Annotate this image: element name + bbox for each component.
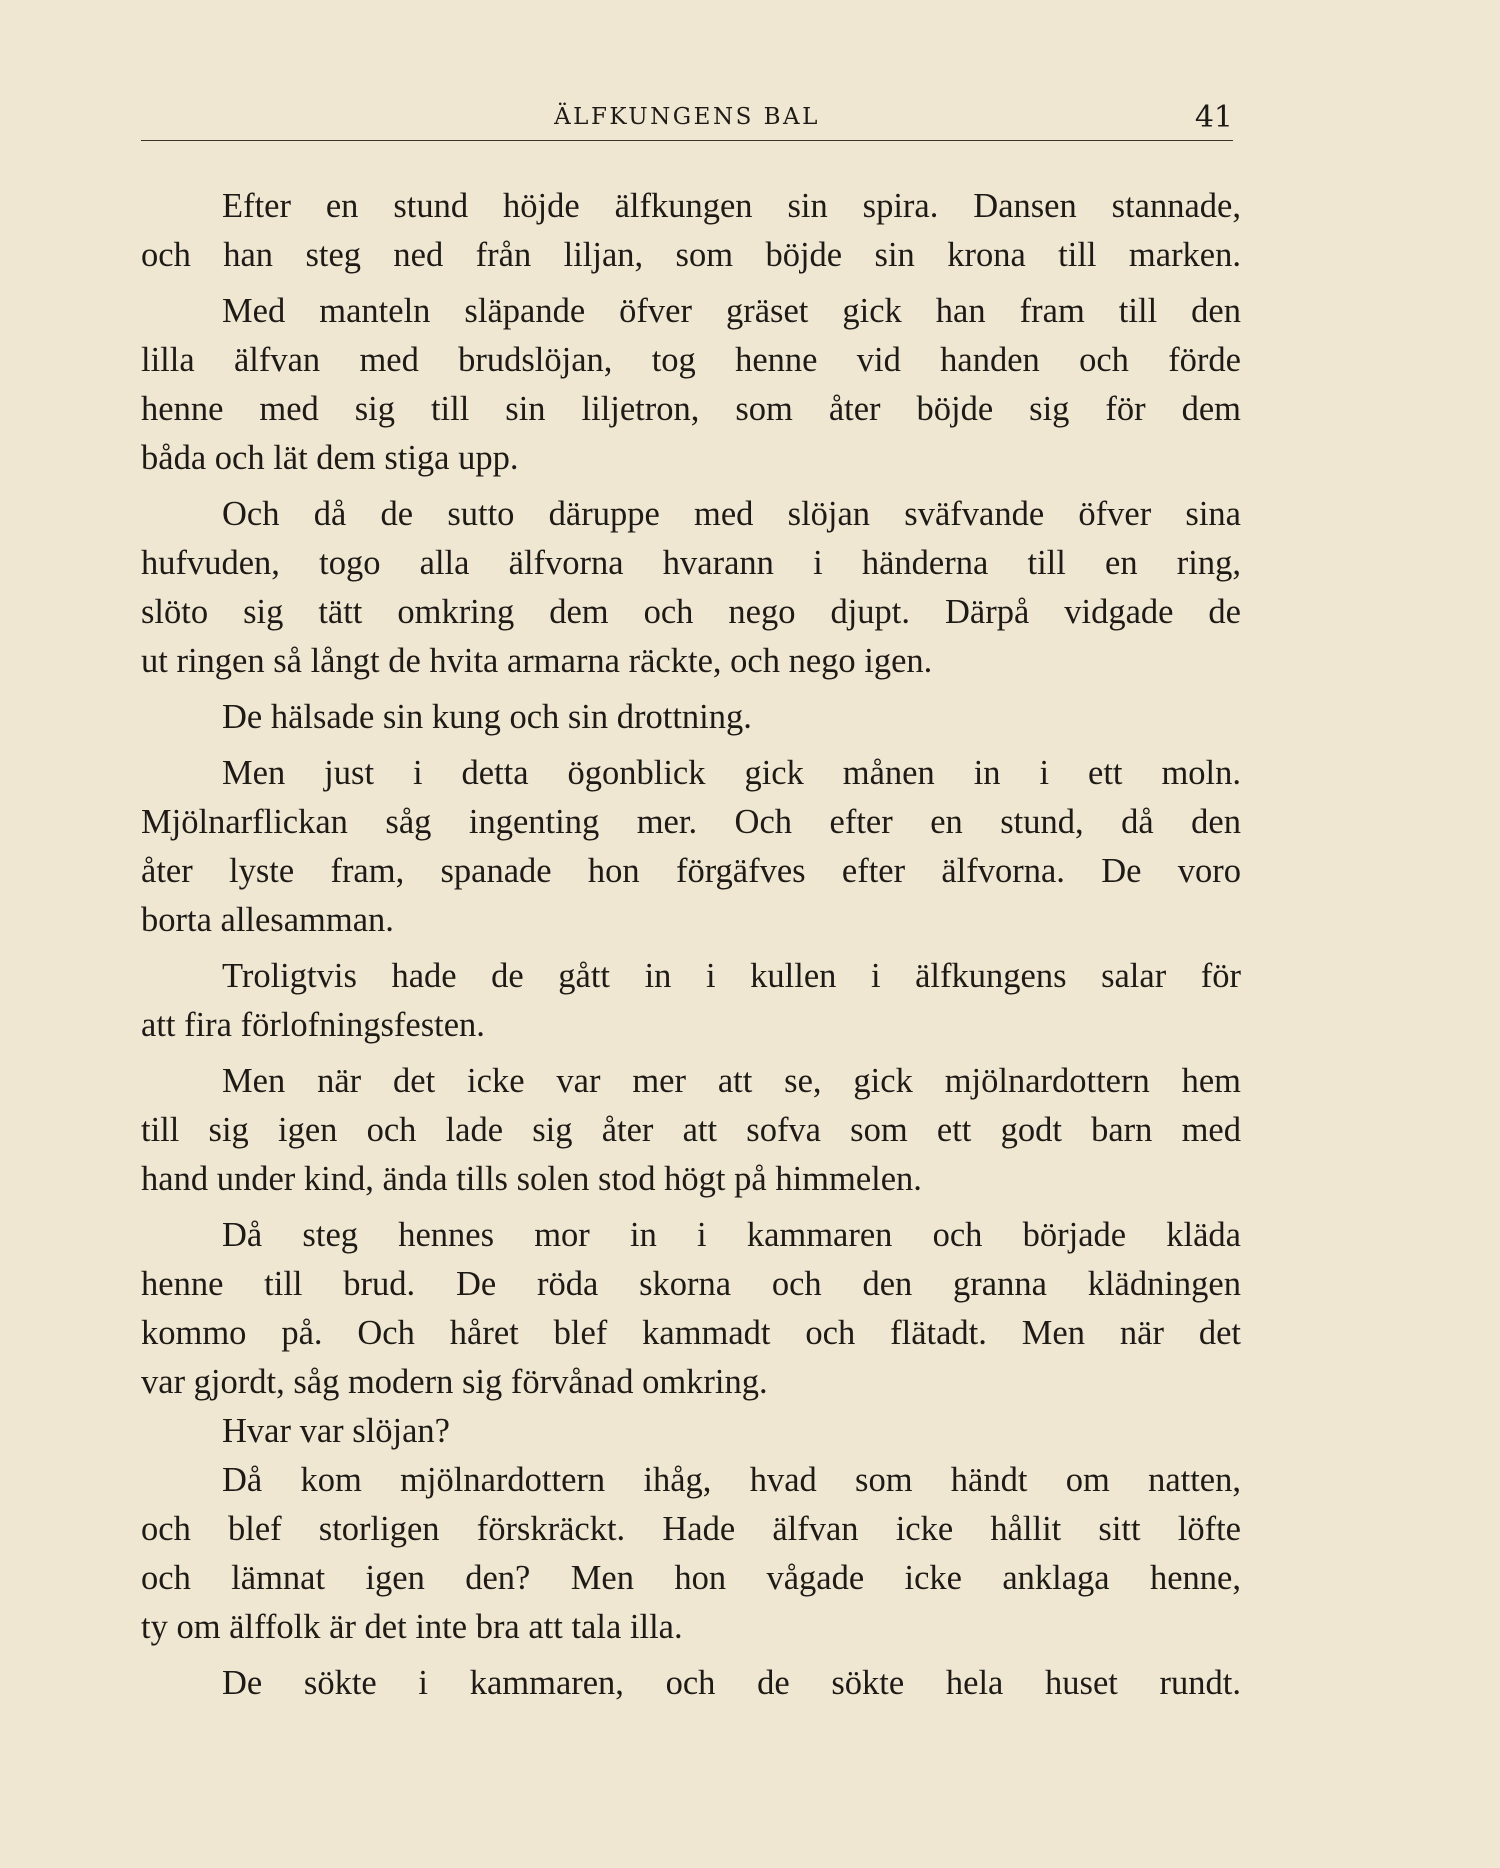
- text-line: Då steg hennes mor in i kammaren och började kläda: [222, 1216, 1241, 1254]
- text-line: lilla älfvan med brudslöjan, tog henne vid handen och förde: [141, 341, 1241, 379]
- text-line: och blef storligen förskräckt. Hade älfvan icke hållit sitt löfte: [141, 1510, 1241, 1548]
- text-line: och lämnat igen den? Men hon vågade icke anklaga henne,: [141, 1559, 1241, 1597]
- text-line: Då kom mjölnardottern ihåg, hvad som händt om natten,: [222, 1461, 1241, 1499]
- text-line: båda och lät dem stiga upp.: [141, 439, 519, 477]
- text-line: var gjordt, såg modern sig förvånad omkring.: [141, 1363, 768, 1401]
- text-line: ty om älffolk är det inte bra att tala illa.: [141, 1608, 683, 1646]
- text-line: ut ringen så långt de hvita armarna räckte, och nego igen.: [141, 642, 933, 680]
- running-header: [141, 100, 1233, 140]
- text-line: Och då de sutto däruppe med slöjan sväfvande öfver sina: [222, 495, 1241, 533]
- text-line: Men just i detta ögonblick gick månen in i ett moln.: [222, 754, 1241, 792]
- text-line: Mjölnarflickan såg ingenting mer. Och efter en stund, då den: [141, 803, 1241, 841]
- running-title: ÄLFKUNGENS BAL: [554, 104, 820, 130]
- text-line: Men när det icke var mer att se, gick mjölnardottern hem: [222, 1062, 1241, 1100]
- body-text: [141, 182, 1241, 1708]
- text-line: Efter en stund höjde älfkungen sin spira. Dansen stannade,: [222, 187, 1241, 225]
- text-line: att fira förlofningsfesten.: [141, 1006, 485, 1044]
- text-line: De sökte i kammaren, och de sökte hela huset rundt.: [222, 1664, 1241, 1702]
- text-line: Hvar var slöjan?: [222, 1412, 450, 1450]
- text-line: henne till brud. De röda skorna och den granna klädningen: [141, 1265, 1241, 1303]
- text-line: åter lyste fram, spanade hon förgäfves efter älfvorna. De voro: [141, 852, 1241, 890]
- header-rule: [141, 140, 1233, 141]
- text-line: hand under kind, ända tills solen stod högt på himmelen.: [141, 1160, 922, 1198]
- text-line: Troligtvis hade de gått in i kullen i älfkungens salar för: [222, 957, 1241, 995]
- text-line: Med manteln släpande öfver gräset gick han fram till den: [222, 292, 1241, 330]
- page-number: 41: [1194, 100, 1233, 135]
- text-line: borta allesamman.: [141, 901, 394, 939]
- text-line: slöto sig tätt omkring dem och nego djupt. Därpå vidgade de: [141, 593, 1241, 631]
- text-line: till sig igen och lade sig åter att sofva som ett godt barn med: [141, 1111, 1241, 1149]
- text-line: henne med sig till sin liljetron, som åter böjde sig för dem: [141, 390, 1241, 428]
- text-line: och han steg ned från liljan, som böjde sin krona till marken.: [141, 236, 1241, 274]
- text-line: De hälsade sin kung och sin drottning.: [222, 698, 752, 736]
- text-line: hufvuden, togo alla älfvorna hvarann i händerna till en ring,: [141, 544, 1241, 582]
- text-line: kommo på. Och håret blef kammadt och flätadt. Men när det: [141, 1314, 1241, 1352]
